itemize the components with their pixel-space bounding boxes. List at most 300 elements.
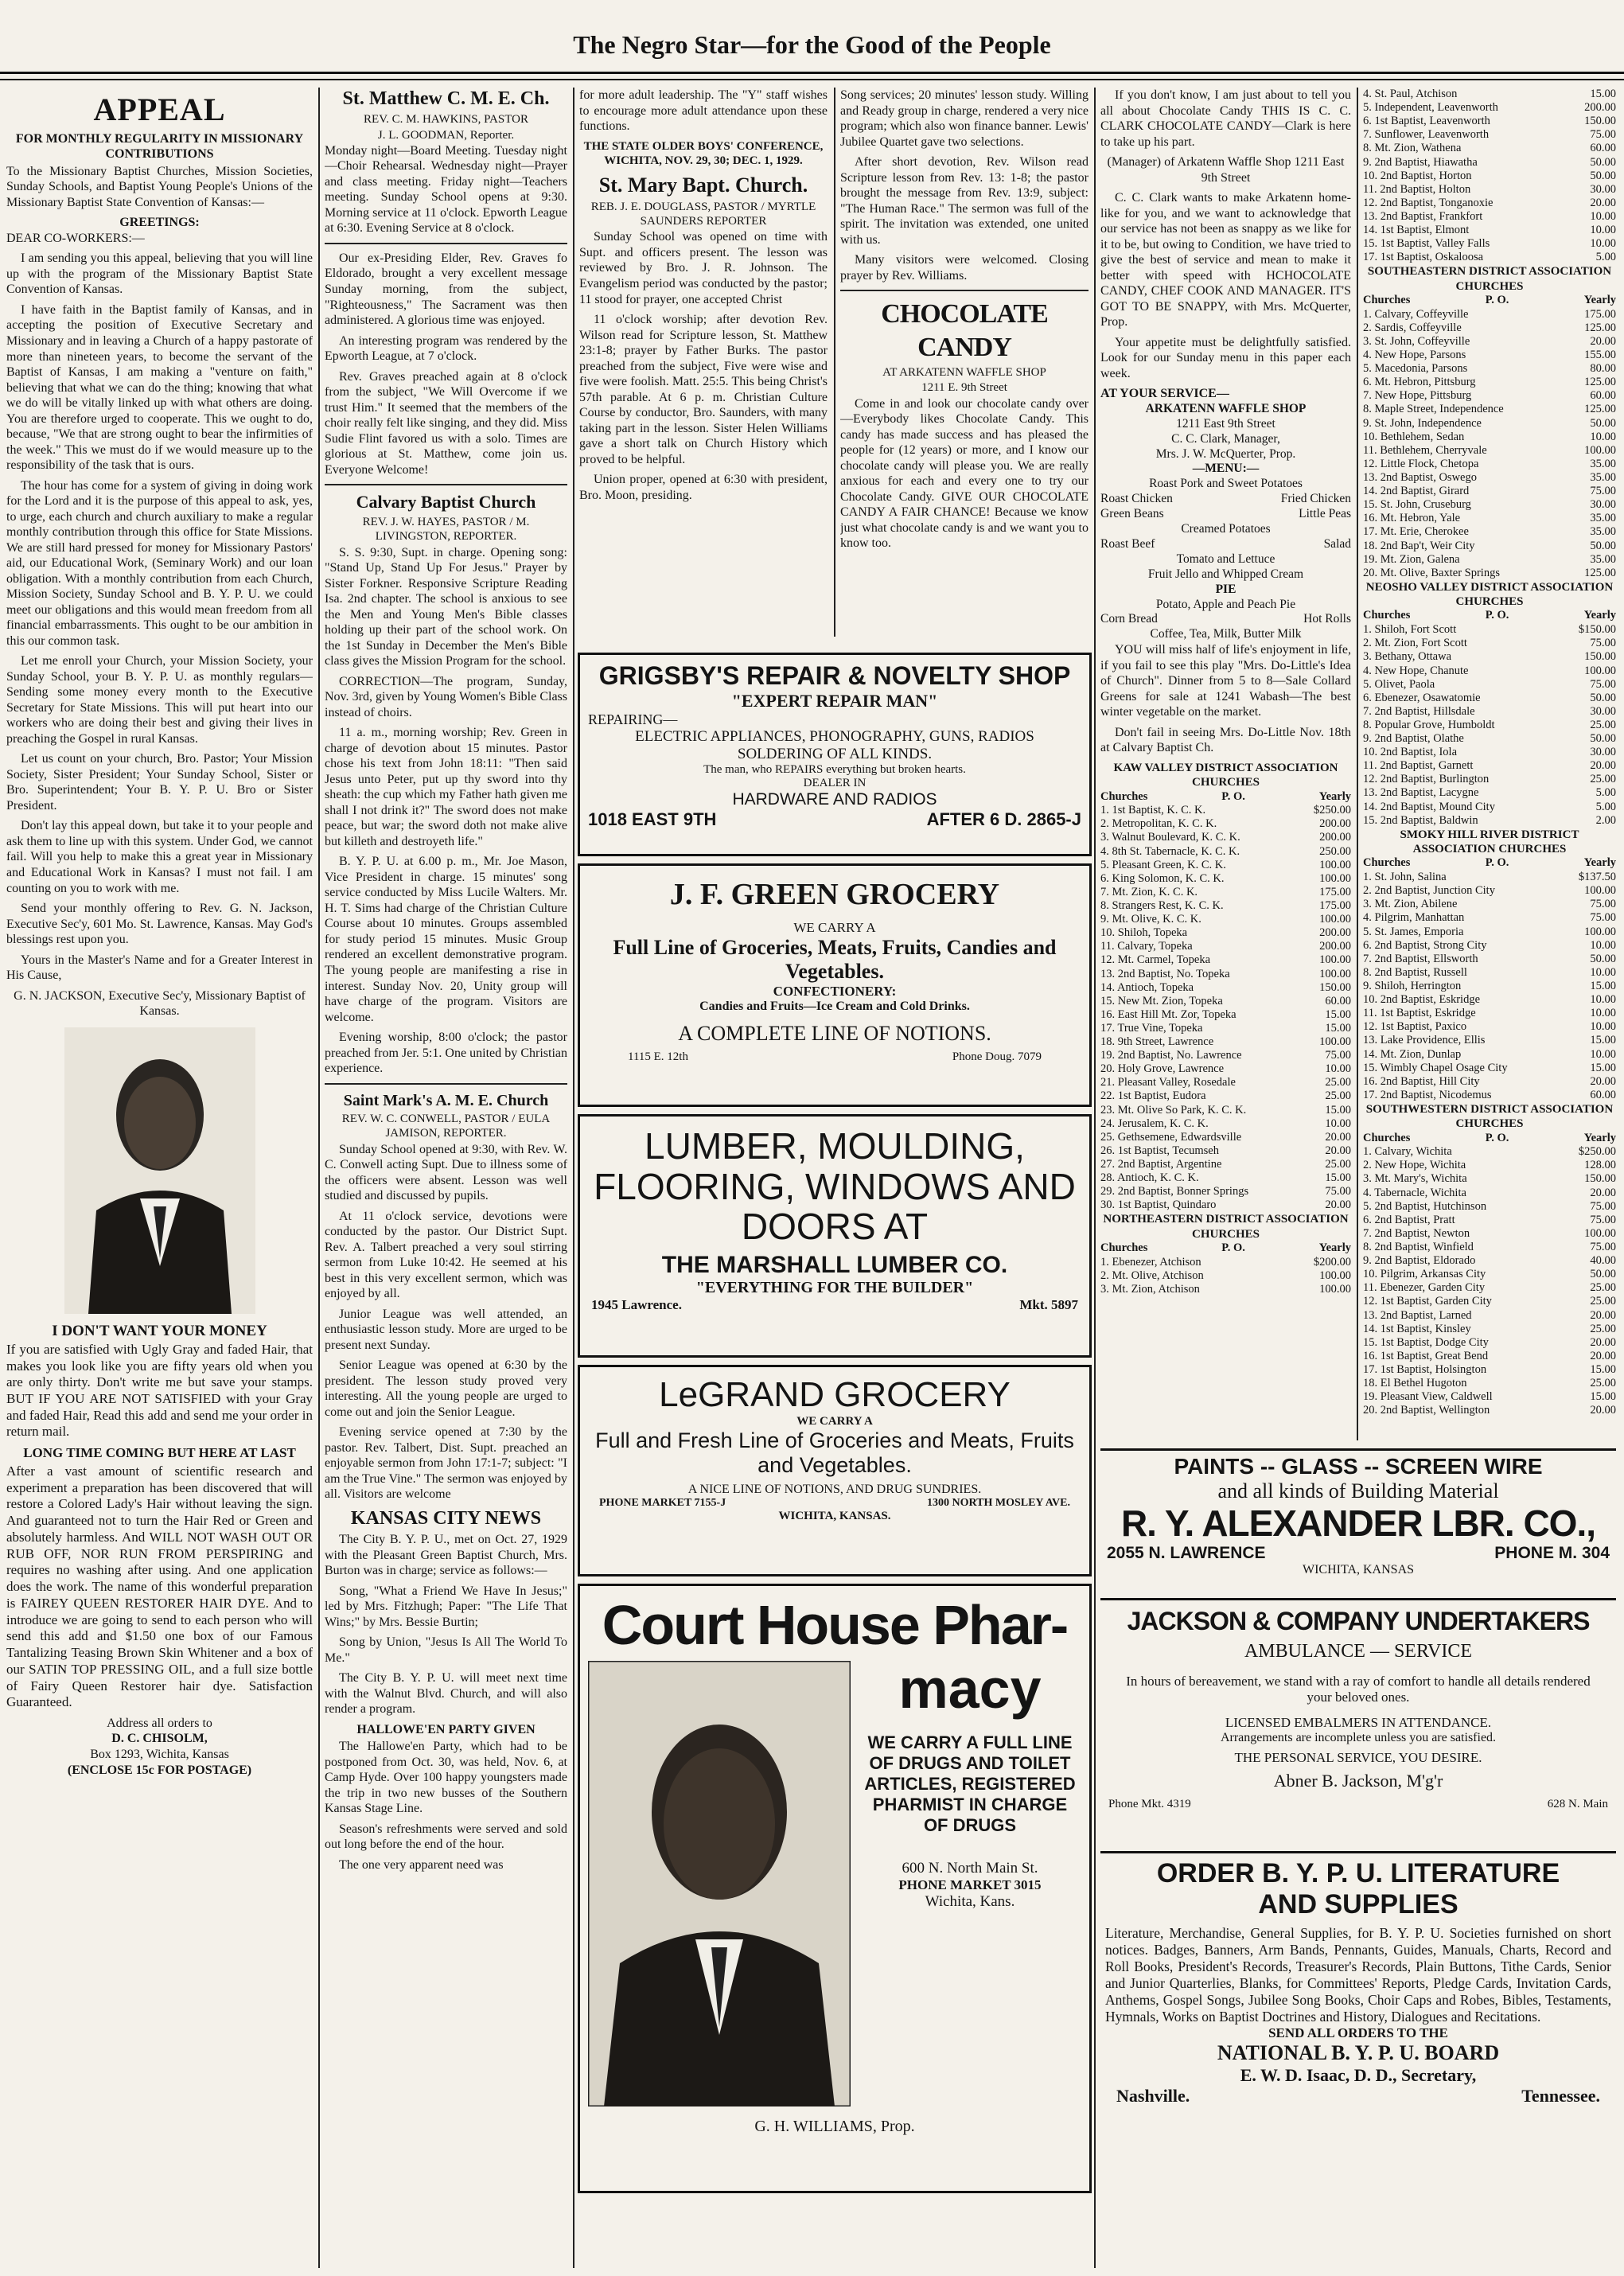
shop-address: 1211 East 9th Street	[1176, 416, 1275, 431]
st-matthew-heading: St. Matthew C. M. E. Ch.	[342, 88, 550, 109]
table-header: Churches P. O. Yearly	[1363, 856, 1616, 870]
church-yearly-amount: 25.00	[1590, 773, 1616, 786]
church-name: 1. Ebenezer, Atchison	[1100, 1255, 1201, 1269]
church-row	[1363, 553, 1616, 567]
church-name: 13. 2nd Baptist, Lacygne	[1363, 786, 1479, 800]
church-yearly-amount: 100.00	[1319, 858, 1351, 871]
church-yearly-amount: 100.00	[1319, 953, 1351, 967]
church-yearly-amount: 20.00	[1590, 1074, 1616, 1088]
menu-item: Tomato and Lettuce	[1176, 551, 1275, 566]
church-yearly-amount: 15.00	[1325, 1103, 1351, 1117]
green-grocery-line: A COMPLETE LINE OF NOTIONS.	[678, 1022, 991, 1045]
jackson-line: In hours of bereavement, we stand with a ray of comfort to handle all details rendered your beloved ones.	[1126, 1674, 1591, 1705]
church-yearly-amount: 20.00	[1590, 1404, 1616, 1417]
church-row	[1363, 773, 1616, 786]
church-name: 2. Sardis, Coffeyville	[1363, 321, 1462, 334]
church-row	[1100, 1283, 1351, 1296]
church-row	[1100, 872, 1351, 886]
church-yearly-amount: 35.00	[1590, 552, 1616, 566]
kansas-city-news-heading: KANSAS CITY NEWS	[350, 1507, 542, 1529]
church-row	[1363, 1159, 1616, 1172]
smoky-hill-list	[1363, 871, 1616, 1102]
church-name: 9. 2nd Baptist, Olathe	[1363, 732, 1464, 746]
alexander-phone: PHONE M. 304	[1494, 1543, 1610, 1562]
church-name: 1. Calvary, Coffeyville	[1363, 307, 1469, 321]
column-st-mary	[579, 88, 828, 637]
pharmacy-line: WE CARRY A FULL LINE OF DRUGS AND TOILET ARTICLES, REGISTERED PHARMIST IN CHARGE OF DRUGS	[864, 1732, 1076, 1835]
church-name: 7. 2nd Baptist, Newton	[1363, 1226, 1470, 1240]
st-matthew-schedule: Monday night—Board Meeting. Tuesday night—Choir Rehearsal. Wednesday night—Prayer and class meeting. Friday night—Teachers meeting. Sunday School opens at 9:30. Morning service at 11 o'clock. Epworth League at 6:30. Evening Service at 8 o'clock.	[325, 143, 567, 236]
church-yearly-amount: 30.00	[1590, 704, 1616, 718]
church-name: 10. 2nd Baptist, Iola	[1363, 746, 1458, 759]
church-yearly-amount: 20.00	[1590, 1349, 1616, 1362]
church-row	[1363, 156, 1616, 170]
hair-ad-title: I DON'T WANT YOUR MONEY	[52, 1322, 267, 1339]
church-row	[1100, 1171, 1351, 1185]
church-row	[1100, 1104, 1351, 1117]
church-name: 13. 2nd Baptist, Frankfort	[1363, 209, 1483, 223]
legrand-phone: PHONE MARKET 7155-J	[599, 1497, 726, 1509]
church-row	[1363, 759, 1616, 773]
news-paragraph: YOU will miss half of life's enjoyment in life, if you fail to see this play "Mrs. Do-Little's Idea of Church". Dinner from 5 to 8—Sale Collard Greens for sale at 1241 Wabash—The best winter vegetable on the market.	[1100, 643, 1351, 719]
green-grocery-title: J. F. GREEN GROCERY	[669, 878, 1000, 911]
appeal-intro: To the Missionary Baptist Churches, Mission Societies, Sunday Schools, and Baptist Young People's Unions of the Missionary Baptist State Convention of Kansas:—	[6, 164, 313, 209]
church-name: 2. Mt. Zion, Fort Scott	[1363, 637, 1467, 650]
church-yearly-amount: 200.00	[1319, 817, 1351, 831]
church-yearly-amount: 25.00	[1590, 1322, 1616, 1335]
chocolate-candy-heading: CHOCOLATE CANDY	[881, 299, 1048, 362]
southwestern-list	[1363, 1145, 1616, 1417]
church-yearly-amount: 150.00	[1584, 650, 1616, 664]
church-name: 20. Mt. Olive, Baxter Springs	[1363, 566, 1500, 579]
green-grocery-line: Candies and Fruits—Ice Cream and Cold Drinks.	[699, 1000, 970, 1013]
church-name: 13. 2nd Baptist, No. Topeka	[1100, 967, 1230, 980]
church-yearly-amount: 175.00	[1319, 898, 1351, 912]
church-row	[1363, 224, 1616, 237]
church-row	[1363, 911, 1616, 925]
church-yearly-amount: 10.00	[1590, 993, 1616, 1007]
news-paragraph: 11 a. m., morning worship; Rev. Green in charge of devotion about 15 minutes. Pastor chose his text from John 18:11: "Then said Jesus unto Peter, put up thy sword into thy sheath: the cup which my Father hath given me shall I not drink it?" The sword does not make peace, but war; the sword doth not make alive but killeth and destroyeth life."	[325, 726, 567, 848]
pharmacist-portrait	[588, 1661, 851, 2106]
church-yearly-amount: 10.00	[1590, 430, 1616, 443]
portrait-image	[64, 1027, 255, 1314]
lumber-company: THE MARSHALL LUMBER CO.	[661, 1251, 1008, 1278]
northeastern-heading: NORTHEASTERN DISTRICT ASSOCIATION CHURCHES	[1103, 1213, 1349, 1241]
church-yearly-amount: 200.00	[1319, 831, 1351, 844]
church-row	[1100, 1256, 1351, 1269]
church-row	[1363, 926, 1616, 939]
church-yearly-amount: 35.00	[1590, 471, 1616, 485]
church-row	[1363, 1281, 1616, 1295]
church-row	[1100, 1035, 1351, 1049]
church-name: 6. 1st Baptist, Leavenworth	[1363, 115, 1490, 128]
church-name: 13. Lake Providence, Ellis	[1363, 1034, 1486, 1047]
church-name: 27. 2nd Baptist, Argentine	[1100, 1158, 1222, 1171]
church-name: 15. 2nd Baptist, Baldwin	[1363, 813, 1478, 827]
church-row	[1100, 899, 1351, 913]
church-name: 4. Pilgrim, Manhattan	[1363, 911, 1465, 925]
news-paragraph: At 11 o'clock service, devotions were conducted by the pastor. Our District Supt. Rev. A. Talbert preached a very soul stirring sermon from Luke 10:42. He seemed at his best in this very excellent sermon, which was enjoyed by all.	[325, 1209, 567, 1301]
church-name: 13. 2nd Baptist, Oswego	[1363, 471, 1477, 485]
church-row	[1100, 1117, 1351, 1131]
church-row	[1363, 197, 1616, 210]
church-yearly-amount: 20.00	[1325, 1130, 1351, 1144]
church-row	[1363, 650, 1616, 664]
church-name: 12. 2nd Baptist, Tonganoxie	[1363, 196, 1494, 209]
church-yearly-amount: 25.00	[1590, 718, 1616, 731]
church-name: 11. 2nd Baptist, Garnett	[1363, 759, 1474, 773]
church-row	[1100, 1049, 1351, 1062]
legrand-city: WICHITA, KANSAS.	[778, 1510, 891, 1522]
church-row	[1363, 471, 1616, 485]
column-church-lists	[1363, 88, 1616, 1440]
church-yearly-amount: $150.00	[1578, 623, 1616, 637]
church-row	[1363, 1062, 1616, 1075]
church-name: 2. Metropolitan, K. C. K.	[1100, 817, 1217, 831]
church-name: 6. 2nd Baptist, Pratt	[1363, 1213, 1455, 1226]
church-row	[1363, 322, 1616, 335]
church-yearly-amount: 15.00	[1325, 1171, 1351, 1185]
church-yearly-amount: 25.00	[1325, 1089, 1351, 1103]
menu-heading: —MENU:—	[1192, 462, 1260, 476]
church-row	[1363, 335, 1616, 349]
table-header: Churches P. O. Yearly	[1100, 1241, 1351, 1255]
church-yearly-amount: 10.00	[1590, 209, 1616, 223]
church-yearly-amount: 75.00	[1590, 637, 1616, 650]
church-row	[1363, 732, 1616, 746]
pharmacy-phone: PHONE MARKET 3015	[898, 1877, 1042, 1892]
appeal-title: APPEAL	[93, 92, 226, 127]
church-row	[1363, 1336, 1616, 1350]
church-yearly-amount: 50.00	[1590, 952, 1616, 965]
church-row	[1363, 376, 1616, 389]
column-church-news	[325, 88, 567, 2268]
church-row	[1100, 926, 1351, 940]
table-header: Churches P. O. Yearly	[1363, 1131, 1616, 1144]
appeal-subtitle: FOR MONTHLY REGULARITY IN MISSIONARY CONTRIBUTIONS	[15, 131, 304, 162]
church-yearly-amount: 125.00	[1584, 403, 1616, 416]
grigsby-address: 1018 EAST 9TH	[588, 809, 717, 829]
church-yearly-amount: 50.00	[1590, 1268, 1616, 1281]
church-row	[1100, 831, 1351, 844]
church-row	[1363, 101, 1616, 115]
church-yearly-amount: 75.00	[1590, 1199, 1616, 1213]
church-name: 16. 1st Baptist, Great Bend	[1363, 1349, 1489, 1362]
church-row	[1100, 953, 1351, 967]
church-yearly-amount: 50.00	[1590, 691, 1616, 704]
hair-ad-paragraph: If you are satisfied with Ugly Gray and faded Hair, that makes you look like you are fifty years old when you are only thirty. Don't write me but save your stamps. BUT IF YOU ARE NOT SATISFIED with your Gray and faded Hair, Read this add and send me your order in return mail.	[6, 1341, 313, 1440]
church-name: 10. Bethlehem, Sedan	[1363, 430, 1465, 443]
church-name: 3. Mt. Zion, Abilene	[1363, 898, 1458, 911]
church-yearly-amount: 10.00	[1325, 1062, 1351, 1076]
church-yearly-amount: 20.00	[1325, 1198, 1351, 1212]
church-yearly-amount: 25.00	[1590, 1377, 1616, 1390]
church-row	[1100, 859, 1351, 872]
church-row	[1363, 1404, 1616, 1417]
church-name: 1. Shiloh, Fort Scott	[1363, 623, 1457, 637]
st-mary-heading: St. Mary Bapt. Church.	[598, 173, 808, 197]
news-paragraph: The City B. Y. P. U., met on Oct. 27, 1929 with the Pleasant Green Baptist Church, Mrs. Burton was in charge; service as follows:—	[325, 1533, 567, 1578]
church-name: 20. 2nd Baptist, Wellington	[1363, 1404, 1490, 1417]
kaw-valley-heading: KAW VALLEY DISTRICT ASSOCIATION CHURCHES	[1113, 761, 1338, 789]
candy-paragraph: Come in and look our chocolate candy over—Everybody likes Chocolate Candy. This candy has made success and has pleased the people for (12 years) or more, and I know our chocolate candy will please you. We are really anxious for each and every one to try our Chocolate Candy. GIVE OUR CHOCOLATE CANDY A FAIR CHANCE! Because we know just what chocolate candy is and we want you to know too.	[840, 396, 1089, 551]
church-yearly-amount: 10.00	[1590, 224, 1616, 237]
church-yearly-amount: 100.00	[1319, 1282, 1351, 1296]
news-paragraph: Our ex-Presiding Elder, Rev. Graves fo Eldorado, brought a very excellent message Sunday morning, from the subject, "Righteousness," The Sacrament was then administered. A glorious time was enjoyed.	[325, 251, 567, 328]
northeastern-list	[1100, 1256, 1351, 1296]
lumber-ad	[578, 1114, 1092, 1358]
grigsby-line: The man, who REPAIRS everything but broken hearts.	[703, 763, 966, 776]
neosho-heading: NEOSHO VALLEY DISTRICT ASSOCIATION CHURCHES	[1365, 580, 1614, 609]
lumber-address: 1945 Lawrence.	[591, 1296, 682, 1312]
appeal-paragraph: Let me enroll your Church, your Mission Society, your Sunday School, your B. Y. P. U. as monthly regulars— Sending some money every month to the Executive Secretary for State Missions. This will put heart into our workers who are doing their best and giving their lives in preaching the Gospel in rural Kansas.	[6, 654, 313, 746]
church-yearly-amount: 75.00	[1325, 1049, 1351, 1062]
jackson-line: LICENSED EMBALMERS IN ATTENDANCE.	[1225, 1715, 1492, 1730]
church-row	[1100, 1198, 1351, 1212]
church-name: 12. 1st Baptist, Paxico	[1363, 1020, 1467, 1034]
church-row	[1100, 1089, 1351, 1103]
bypu-city: Nashville.	[1116, 2086, 1190, 2106]
grigsby-subtitle: "EXPERT REPAIR MAN"	[731, 691, 938, 711]
church-name: 9. St. John, Independence	[1363, 416, 1482, 430]
news-paragraph: Don't fail in seeing Mrs. Do-Little Nov. 18th at Calvary Baptist Ch.	[1100, 725, 1351, 755]
church-row	[1100, 1076, 1351, 1089]
church-row	[1363, 719, 1616, 732]
church-yearly-amount: 150.00	[1584, 115, 1616, 128]
church-name: 5. Olivet, Paola	[1363, 677, 1435, 691]
column-divider	[318, 88, 320, 2268]
news-paragraph: B. Y. P. U. at 6.00 p. m., Mr. Joe Mason, Vice President in charge. 15 minutes' song service conducted by Miss Lucile Walters. Mr. H. T. Sims had charge of the Christian Culture Course about 10 minutes. Groups assembled for study period 15 minutes. Music Group rendered an excellent demonstrative program. The young people are manifesting a rise in interest. Sunday Nov. 20, Unity group will have charge of the program. Visitors are welcome.	[325, 855, 567, 1024]
church-name: 4. St. Paul, Atchison	[1363, 88, 1458, 100]
calvary-staff: REV. J. W. HAYES, PASTOR / M. LIVINGSTON, REPORTER.	[362, 516, 530, 544]
candy-location: AT ARKATENN WAFFLE SHOP	[882, 366, 1046, 380]
church-row	[1363, 801, 1616, 814]
news-paragraph: Song services; 20 minutes' lesson study. Willing and Ready group in charge, rendered a very nice program; which also won finance banner. Lewis' Jubilee Quartet gave two selections.	[840, 88, 1089, 149]
church-name: 15. 1st Baptist, Valley Falls	[1363, 237, 1490, 251]
church-yearly-amount: 20.00	[1590, 1186, 1616, 1199]
church-row	[1100, 804, 1351, 817]
column-divider	[834, 88, 835, 637]
church-yearly-amount: 100.00	[1319, 967, 1351, 980]
church-name: 1. 1st Baptist, K. C. K.	[1100, 804, 1206, 817]
st-mark-staff: REV. W. C. CONWELL, PASTOR / EULA JAMISON, REPORTER.	[341, 1113, 551, 1140]
legrand-line: WE CARRY A	[796, 1415, 873, 1428]
church-yearly-amount: 2.00	[1595, 813, 1616, 827]
legrand-line: A NICE LINE OF NOTIONS, AND DRUG SUNDRIES.	[687, 1483, 982, 1496]
church-row	[1363, 678, 1616, 692]
church-name: 14. 2nd Baptist, Mound City	[1363, 800, 1495, 813]
church-row	[1100, 1158, 1351, 1171]
shop-manager: C. C. Clark, Manager,	[1171, 431, 1280, 446]
church-row	[1363, 1309, 1616, 1323]
church-row	[1100, 913, 1351, 926]
church-name: 14. Mt. Zion, Dunlap	[1363, 1047, 1462, 1061]
church-name: 1. Calvary, Wichita	[1363, 1145, 1452, 1159]
church-row	[1363, 417, 1616, 431]
green-grocery-address: 1115 E. 12th	[628, 1050, 688, 1063]
church-row	[1363, 993, 1616, 1007]
appeal-paragraph: Let us count on your church, Bro. Pastor; Your Mission Society, Sister President; Your Sunday School, Sister or Bro. Superintendent; Your B. Y. P. U. Bro or Sister President.	[6, 752, 313, 813]
news-paragraph: C. C. Clark wants to make Arkatenn home-like for you, and we want to acknowledge that our service has not been as snappy as we like for it to be, but owing to Condition, we have tried to give the best of service and mean to make it better with speed with HCHOCOLATE CANDY, CHEF COOK AND MANAGER. IT'S GOT TO BE SNAPPY, with Mrs. McQuerter, Prop.	[1100, 191, 1351, 329]
news-paragraph: Sunday School was opened on time with Supt. and officers present. The lesson was reviewed by Bro. J. R. Johnson. The Evangelism period was conducted by the pastor; 11 stood for prayer, one accepted Christ	[579, 230, 828, 306]
church-row	[1363, 871, 1616, 884]
church-name: 5. Macedonia, Parsons	[1363, 362, 1468, 376]
news-paragraph: The one very apparent need was	[339, 1858, 504, 1872]
legrand-ad	[578, 1365, 1092, 1576]
jackson-undertakers-ad	[1100, 1598, 1616, 1853]
church-yearly-amount: 50.00	[1590, 416, 1616, 430]
church-name: 16. Mt. Hebron, Yale	[1363, 512, 1461, 525]
church-yearly-amount: 155.00	[1584, 349, 1616, 362]
church-name: 10. 2nd Baptist, Eskridge	[1363, 993, 1481, 1007]
church-name: 24. Jerusalem, K. C. K.	[1100, 1117, 1209, 1130]
church-yearly-amount: 50.00	[1590, 732, 1616, 746]
church-yearly-amount: 125.00	[1584, 321, 1616, 334]
church-yearly-amount: 15.00	[1590, 979, 1616, 992]
church-name: 19. Mt. Zion, Galena	[1363, 552, 1460, 566]
church-row	[1363, 128, 1616, 142]
church-name: 8. Maple Street, Independence	[1363, 403, 1504, 416]
bypu-paragraph: Literature, Merchandise, General Supplies, for B. Y. P. U. Societies furnished on short notices. Badges, Banners, Arm Bands, Pennants, Guides, Manuals, Charts, Record and Roll Books, President's Records, Treasurer's Records, Plain Buttons, Tithe Cards, Senior and Junior Quarterlies, Blanks, for Committees' Reports, Pledge Cards, Invitation Cards, Anthems, Gospel Songs, Jubilee Song Books, Choir Caps and Robes, Bibles, Testaments, Hymnals, Works on Baptist Doctrines and History, Dialogues and Recitations.	[1105, 1925, 1611, 2025]
jackson-phone: Phone Mkt. 4319	[1108, 1798, 1191, 1810]
divider	[325, 243, 567, 244]
church-yearly-amount: $137.50	[1578, 871, 1616, 884]
church-name: 15. New Mt. Zion, Topeka	[1100, 994, 1223, 1007]
church-yearly-amount: 20.00	[1590, 1308, 1616, 1322]
church-name: 13. 2nd Baptist, Larned	[1363, 1308, 1472, 1322]
pharmacy-proprietor: G. H. WILLIAMS, Prop.	[754, 2118, 915, 2135]
church-yearly-amount: 30.00	[1590, 746, 1616, 759]
church-name: 29. 2nd Baptist, Bonner Springs	[1100, 1185, 1249, 1198]
church-yearly-amount: 30.00	[1590, 182, 1616, 196]
church-name: 17. 1st Baptist, Holsington	[1363, 1362, 1487, 1376]
news-paragraph: Season's refreshments were served and sold out long before the end of the hour.	[325, 1822, 567, 1852]
church-name: 5. Pleasant Green, K. C. K.	[1100, 858, 1226, 871]
church-yearly-amount: 10.00	[1325, 1117, 1351, 1130]
church-name: 3. St. John, Coffeyville	[1363, 334, 1470, 348]
grigsby-line: DEALER IN	[803, 777, 867, 789]
alexander-line: and all kinds of Building Material	[1217, 1479, 1499, 1502]
st-mary-staff: REB. J. E. DOUGLASS, PASTOR / MYRTLE SAUNDERS REPORTER	[590, 200, 816, 228]
church-name: 17. 1st Baptist, Oskaloosa	[1363, 251, 1484, 264]
church-row	[1363, 431, 1616, 444]
church-row	[1363, 525, 1616, 539]
church-name: 28. Antioch, K. C. K.	[1100, 1171, 1199, 1185]
masthead: The Negro Star—for the Good of the People	[573, 30, 1051, 59]
church-row	[1363, 637, 1616, 650]
church-yearly-amount: 150.00	[1319, 980, 1351, 994]
church-yearly-amount: 15.00	[1590, 1362, 1616, 1376]
church-row	[1363, 939, 1616, 953]
column-divider	[1094, 88, 1096, 2268]
alexander-address: 2055 N. LAWRENCE	[1107, 1543, 1266, 1562]
news-paragraph: Evening service opened at 7:30 by the pastor. Rev. Talbert, Dist. Supt. preached an enjoyable sermon from John 17:1-7; subject: "I am the True Vine." The sermon was enjoyed by all. Visitors are welcome	[325, 1425, 567, 1502]
hair-ad-address: (ENCLOSE 15c FOR POSTAGE)	[67, 1763, 252, 1777]
church-name: 17. True Vine, Topeka	[1100, 1021, 1203, 1035]
calvary-heading: Calvary Baptist Church	[356, 492, 536, 512]
church-yearly-amount: 20.00	[1590, 196, 1616, 209]
bypu-ad	[1100, 1858, 1616, 2188]
church-name: 14. 1st Baptist, Kinsley	[1363, 1322, 1471, 1335]
news-paragraph: Rev. Graves preached again at 8 o'clock from the subject, "We Will Overcome if we trust Him." It seemed that the members of the choir really felt like singing, and they did. Miss Sudie Flint favored us with a solo. Times are glorious at St. Matthew, come join us. Everyone Welcome!	[325, 369, 567, 477]
table-header: Churches P. O. Yearly	[1363, 609, 1616, 622]
lumber-slogan: "EVERYTHING FOR THE BUILDER"	[695, 1278, 974, 1296]
neosho-list	[1363, 623, 1616, 828]
church-name: 6. 2nd Baptist, Strong City	[1363, 938, 1487, 952]
pharmacy-title: Court House Phar-	[602, 1594, 1068, 1656]
church-yearly-amount: 25.00	[1325, 1158, 1351, 1171]
green-grocery-phone: Phone Doug. 7079	[952, 1050, 1042, 1063]
news-paragraph: Senior League was opened at 6:30 by the president. The lesson study proved very interesting. All the young people are urged to come out and join the Senior League.	[325, 1358, 567, 1419]
church-name: 10. 2nd Baptist, Horton	[1363, 169, 1472, 182]
grigsby-line: HARDWARE AND RADIOS	[732, 790, 937, 809]
church-name: 5. Independent, Leavenworth	[1363, 101, 1498, 115]
church-yearly-amount: 20.00	[1325, 1144, 1351, 1157]
church-yearly-amount: 30.00	[1590, 498, 1616, 512]
church-name: 11. 2nd Baptist, Holton	[1363, 182, 1471, 196]
church-row	[1363, 1254, 1616, 1268]
bypu-state: Tennessee.	[1521, 2086, 1600, 2106]
church-yearly-amount: 75.00	[1590, 128, 1616, 142]
table-header: Churches P. O. Yearly	[1363, 294, 1616, 307]
appeal-paragraph: I am sending you this appeal, believing that you will line up with the program of the Missionary Baptist State Convention of Kansas.	[6, 251, 313, 297]
news-paragraph: After short devotion, Rev. Wilson read Scripture lesson from Rev. 13: 1-8; the pastor brought the message from Rev. 13:9, subject: "The Human Race." The sermon was full of the spirit. The invitation was extended, one united with us.	[840, 155, 1089, 247]
news-paragraph: An interesting program was rendered by the Epworth League, at 7 o'clock.	[325, 333, 567, 364]
church-yearly-amount: 35.00	[1590, 457, 1616, 470]
church-row	[1363, 884, 1616, 898]
church-row	[1363, 389, 1616, 403]
shop-proprietor: Mrs. J. W. McQuerter, Prop.	[1155, 446, 1296, 461]
church-yearly-amount: 50.00	[1590, 539, 1616, 552]
church-name: 8. Mt. Zion, Wathena	[1363, 142, 1462, 155]
bypu-title: ORDER B. Y. P. U. LITERATURE AND SUPPLIES	[1156, 1858, 1560, 1920]
church-row	[1363, 210, 1616, 224]
column-divider	[1357, 88, 1358, 1440]
church-row	[1100, 968, 1351, 981]
church-yearly-amount: 100.00	[1319, 913, 1351, 926]
church-yearly-amount: $250.00	[1313, 804, 1351, 817]
alexander-title: R. Y. ALEXANDER LBR. CO.,	[1120, 1502, 1596, 1544]
alexander-city: WICHITA, KANSAS	[1302, 1562, 1415, 1576]
church-name: 7. 2nd Baptist, Ellsworth	[1363, 952, 1478, 965]
menu-item: Fruit Jello and Whipped Cream	[1147, 567, 1304, 581]
news-paragraph: The Hallowe'en Party, which had to be postponed from Oct. 30, was held, Nov. 6, at Camp Hyde. Over 100 happy youngsters made the trip in two new busses of the Southern Kansas Stage Line.	[325, 1740, 567, 1816]
church-yearly-amount: 75.00	[1590, 898, 1616, 911]
church-row	[1100, 1022, 1351, 1035]
news-paragraph: (Manager) of Arkatenn Waffle Shop 1211 East 9th Street	[1107, 155, 1345, 185]
church-name: 6. Mt. Hebron, Pittsburg	[1363, 376, 1476, 389]
church-name: 15. Wimbly Chapel Osage City	[1363, 1061, 1508, 1074]
church-row	[1100, 940, 1351, 953]
church-row	[1363, 1200, 1616, 1214]
church-yearly-amount: 50.00	[1590, 169, 1616, 182]
church-yearly-amount: 100.00	[1584, 925, 1616, 938]
church-yearly-amount: 100.00	[1319, 1269, 1351, 1282]
church-name: 18. 2nd Bap't, Weir City	[1363, 539, 1475, 552]
church-row	[1100, 1185, 1351, 1198]
church-yearly-amount: 75.00	[1590, 1213, 1616, 1226]
church-yearly-amount: 15.00	[1590, 88, 1616, 100]
st-matthew-pastor: REV. C. M. HAWKINS, PASTOR	[364, 113, 528, 127]
church-name: 19. Pleasant View, Caldwell	[1363, 1390, 1493, 1404]
church-name: 4. New Hope, Chanute	[1363, 664, 1469, 677]
appeal-signature: G. N. JACKSON, Executive Sec'y, Missionary Baptist of Kansas.	[14, 988, 306, 1019]
church-row	[1363, 362, 1616, 376]
church-yearly-amount: 50.00	[1590, 155, 1616, 169]
news-paragraph: Junior League was well attended, an enthusiastic lesson study. More are urged to be present next Sunday.	[325, 1307, 567, 1352]
pharmacy-title-cont: macy	[898, 1658, 1042, 1720]
church-yearly-amount: 15.00	[1590, 1061, 1616, 1074]
